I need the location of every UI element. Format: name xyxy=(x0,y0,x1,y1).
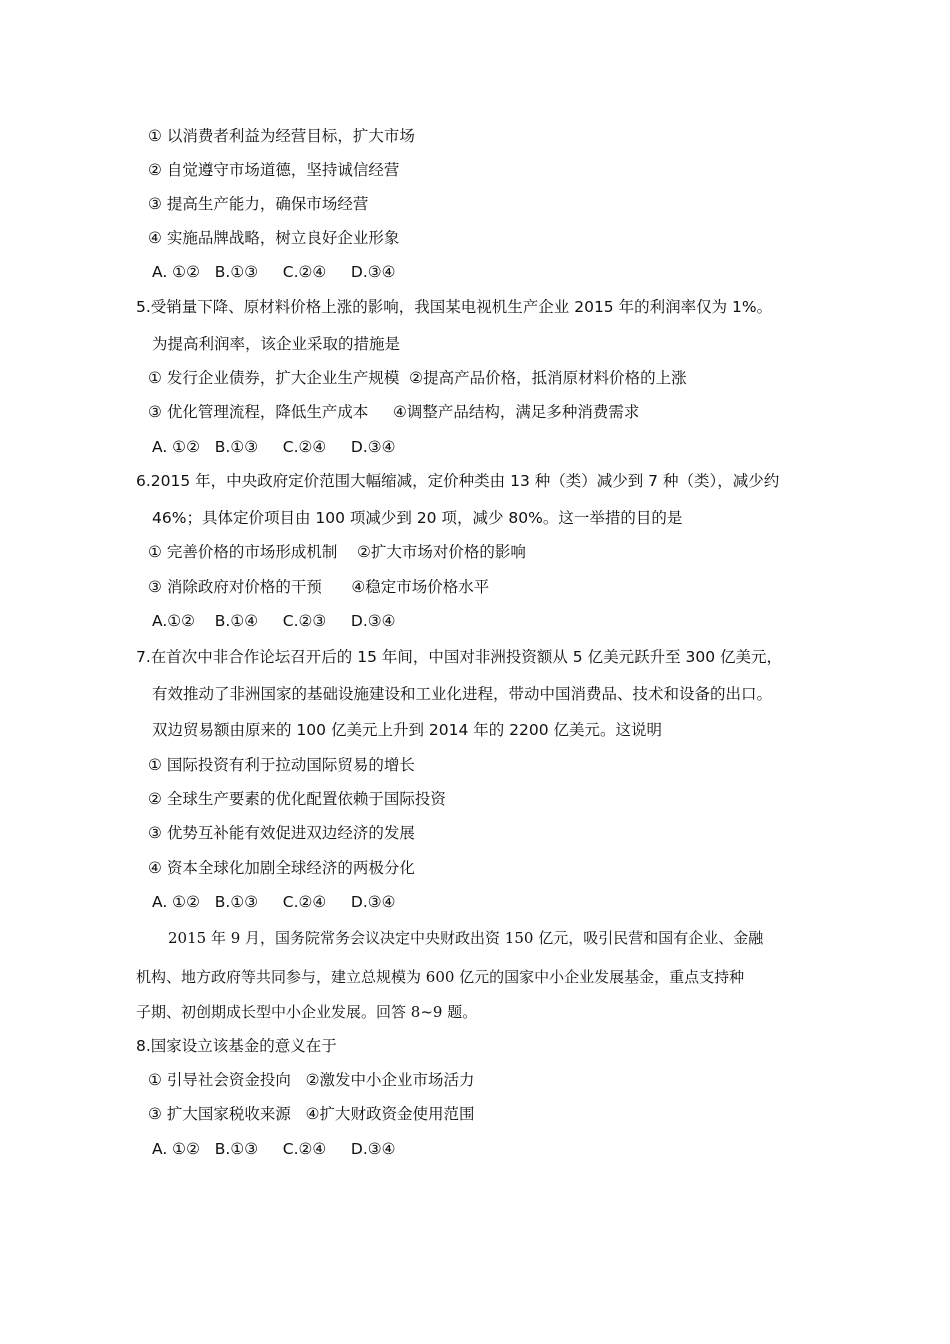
passage-line3: 子期、初创期成长型中小企业发展。回答 8~9 题。 xyxy=(136,1003,478,1021)
q4-option-3: ③ 提高生产能力，确保市场经营 xyxy=(148,195,369,213)
q7-answer-choices: A. ①② B.①③ C.②④ D.③④ xyxy=(152,893,396,911)
q8-options-line1: ① 引导社会资金投向 ②激发中小企业市场活力 xyxy=(148,1071,475,1089)
q7-option-2: ② 全球生产要素的优化配置依赖于国际投资 xyxy=(148,790,446,808)
q7-stem-line3: 双边贸易额由原来的 100 亿美元上升到 2014 年的 2200 亿美元。这说明 xyxy=(152,721,663,739)
q8-options-line2: ③ 扩大国家税收来源 ④扩大财政资金使用范围 xyxy=(148,1105,475,1123)
q4-option-1: ① 以消费者利益为经营目标，扩大市场 xyxy=(148,127,415,145)
q4-answer-choices: A. ①② B.①③ C.②④ D.③④ xyxy=(152,263,396,281)
q4-option-4: ④ 实施品牌战略，树立良好企业形象 xyxy=(148,229,400,247)
q6-answer-choices: A.①② B.①④ C.②③ D.③④ xyxy=(152,612,396,630)
q7-stem-line2: 有效推动了非洲国家的基础设施建设和工业化进程，带动中国消费品、技术和设备的出口。 xyxy=(152,685,773,703)
q5-options-line2: ③ 优化管理流程，降低生产成本 ④调整产品结构，满足多种消费需求 xyxy=(148,403,640,421)
q6-options-line1: ① 完善价格的市场形成机制 ②扩大市场对价格的影响 xyxy=(148,543,526,561)
q8-answer-choices: A. ①② B.①③ C.②④ D.③④ xyxy=(152,1140,396,1158)
q7-option-3: ③ 优势互补能有效促进双边经济的发展 xyxy=(148,824,415,842)
q6-stem-line1: 6.2015 年，中央政府定价范围大幅缩减，定价种类由 13 种（类）减少到 7 种（类），减少约 xyxy=(136,472,780,490)
q6-stem-line2: 46%；具体定价项目由 100 项减少到 20 项，减少 80%。这一举措的目的是 xyxy=(152,509,683,527)
q7-option-4: ④ 资本全球化加剧全球经济的两极分化 xyxy=(148,859,415,877)
q5-options-line1: ① 发行企业债券，扩大企业生产规模 ②提高产品价格，抵消原材料价格的上涨 xyxy=(148,369,687,387)
q8-stem: 8.国家设立该基金的意义在于 xyxy=(136,1037,337,1055)
q6-options-line2: ③ 消除政府对价格的干预 ④稳定市场价格水平 xyxy=(148,578,490,596)
q5-stem-line2: 为提高利润率，该企业采取的措施是 xyxy=(152,335,401,353)
q5-stem-line1: 5.受销量下降、原材料价格上涨的影响，我国某电视机生产企业 2015 年的利润率仅为 1%。 xyxy=(136,298,773,316)
passage-line1: 2015 年 9 月，国务院常务会议决定中央财政出资 150 亿元，吸引民营和国有企业、金融 xyxy=(168,929,764,947)
passage-line2: 机构、地方政府等共同参与，建立总规模为 600 亿元的国家中小企业发展基金，重点支持种 xyxy=(136,968,745,986)
q7-stem-line1: 7.在首次中非合作论坛召开后的 15 年间，中国对非洲投资额从 5 亿美元跃升至 300 亿美元， xyxy=(136,648,783,666)
q7-option-1: ① 国际投资有利于拉动国际贸易的增长 xyxy=(148,756,415,774)
q4-option-2: ② 自觉遵守市场道德，坚持诚信经营 xyxy=(148,161,400,179)
q5-answer-choices: A. ①② B.①③ C.②④ D.③④ xyxy=(152,438,396,456)
